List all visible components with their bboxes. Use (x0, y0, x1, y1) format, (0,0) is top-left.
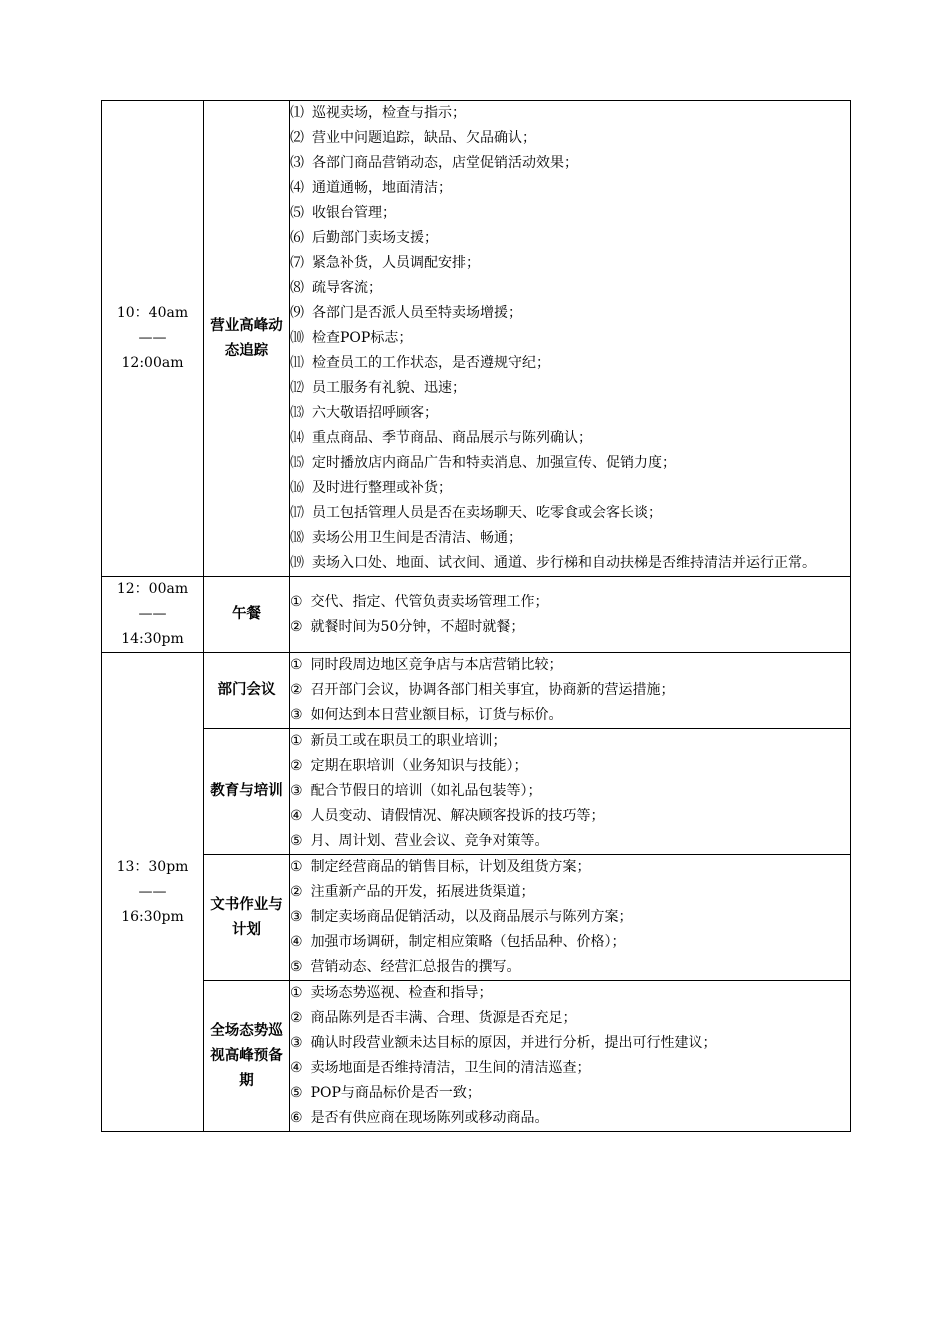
item-number: ⒅ (290, 530, 304, 546)
item-text: 员工包括管理人员是否在卖场聊天、吃零食或会客长谈； (312, 505, 662, 521)
item-text: 营销动态、经营汇总报告的撰写。 (310, 959, 521, 975)
item-number: ① (290, 733, 303, 749)
item-number: ③ (290, 783, 303, 799)
item-number: ⒃ (290, 480, 304, 496)
item-text: 六大敬语招呼顾客； (312, 405, 438, 421)
item-text: 重点商品、季节商品、商品展示与陈列确认； (312, 430, 592, 446)
item-number: ② (290, 884, 303, 900)
item-text: 制定卖场商品促销活动，以及商品展示与陈列方案； (310, 909, 633, 925)
item-text: 通道通畅，地面清洁； (312, 180, 452, 196)
time-range-cell (102, 577, 204, 653)
list-item (290, 754, 850, 779)
list-item (290, 1056, 850, 1081)
item-text: 召开部门会议，协调各部门相关事宜，协商新的营运措施； (310, 682, 675, 698)
item-number: ④ (290, 934, 303, 950)
time-range-line: —— (138, 330, 167, 346)
item-number: ② (290, 618, 303, 635)
list-item (290, 855, 850, 880)
time-range-cell (102, 101, 204, 577)
item-text: 新员工或在职员工的职业培训； (310, 733, 507, 749)
item-text: 确认时段营业额未达目标的原因，并进行分析，提出可行性建议； (310, 1035, 717, 1051)
item-number: ⒁ (290, 430, 304, 446)
list-item (290, 326, 850, 351)
item-text: 各部门是否派人员至特卖场增援； (312, 305, 522, 321)
list-item (290, 351, 850, 376)
item-text: 卖场公用卫生间是否清洁、畅通； (312, 530, 522, 546)
list-item (290, 729, 850, 754)
item-text: 人员变动、请假情况、解决顾客投诉的技巧等； (310, 808, 605, 824)
list-item (290, 526, 850, 551)
item-text: 制定经营商品的销售目标，计划及组货方案； (310, 859, 591, 875)
section-items-cell (290, 855, 851, 981)
list-item (290, 1081, 850, 1106)
list-item (290, 779, 850, 804)
item-text: 收银台管理； (312, 205, 396, 221)
schedule-row (102, 653, 851, 729)
list-item (290, 101, 850, 126)
item-text: 定时播放店内商品广告和特卖消息、加强宣传、促销力度； (312, 455, 676, 471)
list-item (290, 251, 850, 276)
item-number: ① (290, 593, 303, 610)
item-text: 同时段周边地区竞争店与本店营销比较； (310, 657, 563, 673)
item-number: ① (290, 657, 303, 673)
item-number: ⑥ (290, 1110, 303, 1126)
item-text: 是否有供应商在现场陈列或移动商品。 (310, 1110, 549, 1126)
item-text: 检查员工的工作状态，是否遵规守纪； (312, 355, 550, 371)
time-range-line: 14:30pm (121, 631, 184, 647)
item-text: 交代、指定、代管负责卖场管理工作； (310, 593, 549, 610)
section-items-cell (290, 981, 851, 1132)
list-item (290, 1106, 850, 1131)
time-range-line: 16:30pm (121, 908, 184, 925)
section-title: 教育与培训 (204, 729, 290, 855)
schedule-row (102, 729, 851, 855)
time-range-line: 10：40am (116, 305, 189, 321)
item-number: ⑿ (290, 380, 304, 396)
list-item (290, 426, 850, 451)
schedule-table (101, 100, 851, 1132)
item-number: ⒄ (290, 505, 304, 521)
time-range-line: —— (138, 606, 167, 622)
section-items-cell (290, 729, 851, 855)
section-items-cell (290, 577, 851, 653)
list-item (290, 301, 850, 326)
list-item (290, 201, 850, 226)
item-text: 巡视卖场，检查与指示； (312, 105, 466, 121)
item-number: ⑤ (290, 833, 303, 849)
list-item (290, 401, 850, 426)
section-items-cell (290, 101, 851, 577)
item-number: ⑵ (290, 130, 304, 146)
item-text: 月、周计划、营业会议、竞争对策等。 (310, 833, 549, 849)
section-title: 午餐 (204, 577, 290, 653)
list-item (290, 703, 850, 728)
list-item (290, 551, 850, 576)
item-number: ④ (290, 808, 303, 824)
item-number: ⑺ (290, 255, 304, 271)
item-number: ⑼ (290, 305, 304, 321)
schedule-row (102, 981, 851, 1132)
list-item (290, 590, 850, 615)
list-item (290, 1031, 850, 1056)
item-text: 商品陈列是否丰满、合理、货源是否充足； (310, 1010, 577, 1026)
section-title: 营业高峰动态追踪 (204, 101, 290, 577)
item-number: ⑸ (290, 205, 304, 221)
list-item (290, 1006, 850, 1031)
item-text: 卖场地面是否维持清洁，卫生间的清洁巡查； (310, 1060, 591, 1076)
item-number: ⒀ (290, 405, 304, 421)
item-number: ③ (290, 1035, 303, 1051)
item-number: ⑤ (290, 959, 303, 975)
item-number: ⑷ (290, 180, 304, 196)
time-range-cell (102, 653, 204, 1132)
list-item (290, 804, 850, 829)
list-item (290, 955, 850, 980)
item-number: ⑶ (290, 155, 304, 171)
list-item (290, 151, 850, 176)
item-number: ④ (290, 1060, 303, 1076)
item-text: 配合节假日的培训（如礼品包装等）； (310, 783, 542, 799)
list-item (290, 880, 850, 905)
item-number: ⒂ (290, 455, 304, 471)
time-range-line: —— (138, 883, 167, 900)
list-item (290, 376, 850, 401)
list-item (290, 126, 850, 151)
time-range-line: 12:00am (121, 355, 184, 371)
section-title: 部门会议 (204, 653, 290, 729)
item-text: 注重新产品的开发，拓展进货渠道； (310, 884, 535, 900)
item-number: ③ (290, 707, 303, 723)
item-text: 营业中问题追踪，缺品、欠品确认； (312, 130, 536, 146)
item-text: 后勤部门卖场支援； (312, 230, 438, 246)
list-item (290, 226, 850, 251)
list-item (290, 276, 850, 301)
item-number: ⑻ (290, 280, 304, 296)
item-text: 及时进行整理或补货； (312, 480, 452, 496)
schedule-row (102, 101, 851, 577)
list-item (290, 930, 850, 955)
list-item (290, 653, 850, 678)
item-number: ① (290, 859, 303, 875)
list-item (290, 981, 850, 1006)
item-number: ⑾ (290, 355, 304, 371)
item-text: 卖场入口处、地面、试衣间、通道、步行梯和自动扶梯是否维持清洁并运行正常。 (312, 555, 816, 571)
list-item (290, 615, 850, 640)
list-item (290, 905, 850, 930)
item-number: ② (290, 682, 303, 698)
item-number: ⑤ (290, 1085, 303, 1101)
item-number: ⑴ (290, 105, 304, 121)
schedule-body (102, 101, 851, 1132)
item-number: ② (290, 1010, 303, 1026)
time-range-line: 13：30pm (116, 858, 189, 875)
list-item (290, 176, 850, 201)
list-item (290, 501, 850, 526)
list-item (290, 829, 850, 854)
item-text: 检查POP标志； (312, 330, 413, 346)
item-text: 如何达到本日营业额目标，订货与标价。 (310, 707, 563, 723)
schedule-row (102, 855, 851, 981)
item-number: ⑽ (290, 330, 304, 346)
item-number: ② (290, 758, 303, 774)
item-number: ⒆ (290, 555, 304, 571)
section-title: 全场态势巡视高峰预备期 (204, 981, 290, 1132)
section-title: 文书作业与计划 (204, 855, 290, 981)
item-text: 定期在职培训（业务知识与技能）； (310, 758, 528, 774)
list-item (290, 476, 850, 501)
schedule-row (102, 577, 851, 653)
section-items-cell (290, 653, 851, 729)
item-text: 员工服务有礼貌、迅速； (312, 380, 466, 396)
item-number: ③ (290, 909, 303, 925)
item-text: 就餐时间为50分钟，不超时就餐； (310, 618, 525, 635)
item-text: 疏导客流； (312, 280, 382, 296)
item-text: 加强市场调研，制定相应策略（包括品种、价格）； (310, 934, 626, 950)
item-text: 卖场态势巡视、检查和指导； (310, 985, 493, 1001)
list-item (290, 451, 850, 476)
time-range-line: 12：00am (116, 581, 189, 597)
item-text: 各部门商品营销动态，店堂促销活动效果； (312, 155, 578, 171)
item-text: 紧急补货，人员调配安排； (312, 255, 480, 271)
item-text: POP与商品标价是否一致； (310, 1085, 481, 1101)
item-number: ⑹ (290, 230, 304, 246)
list-item (290, 678, 850, 703)
item-number: ① (290, 985, 303, 1001)
